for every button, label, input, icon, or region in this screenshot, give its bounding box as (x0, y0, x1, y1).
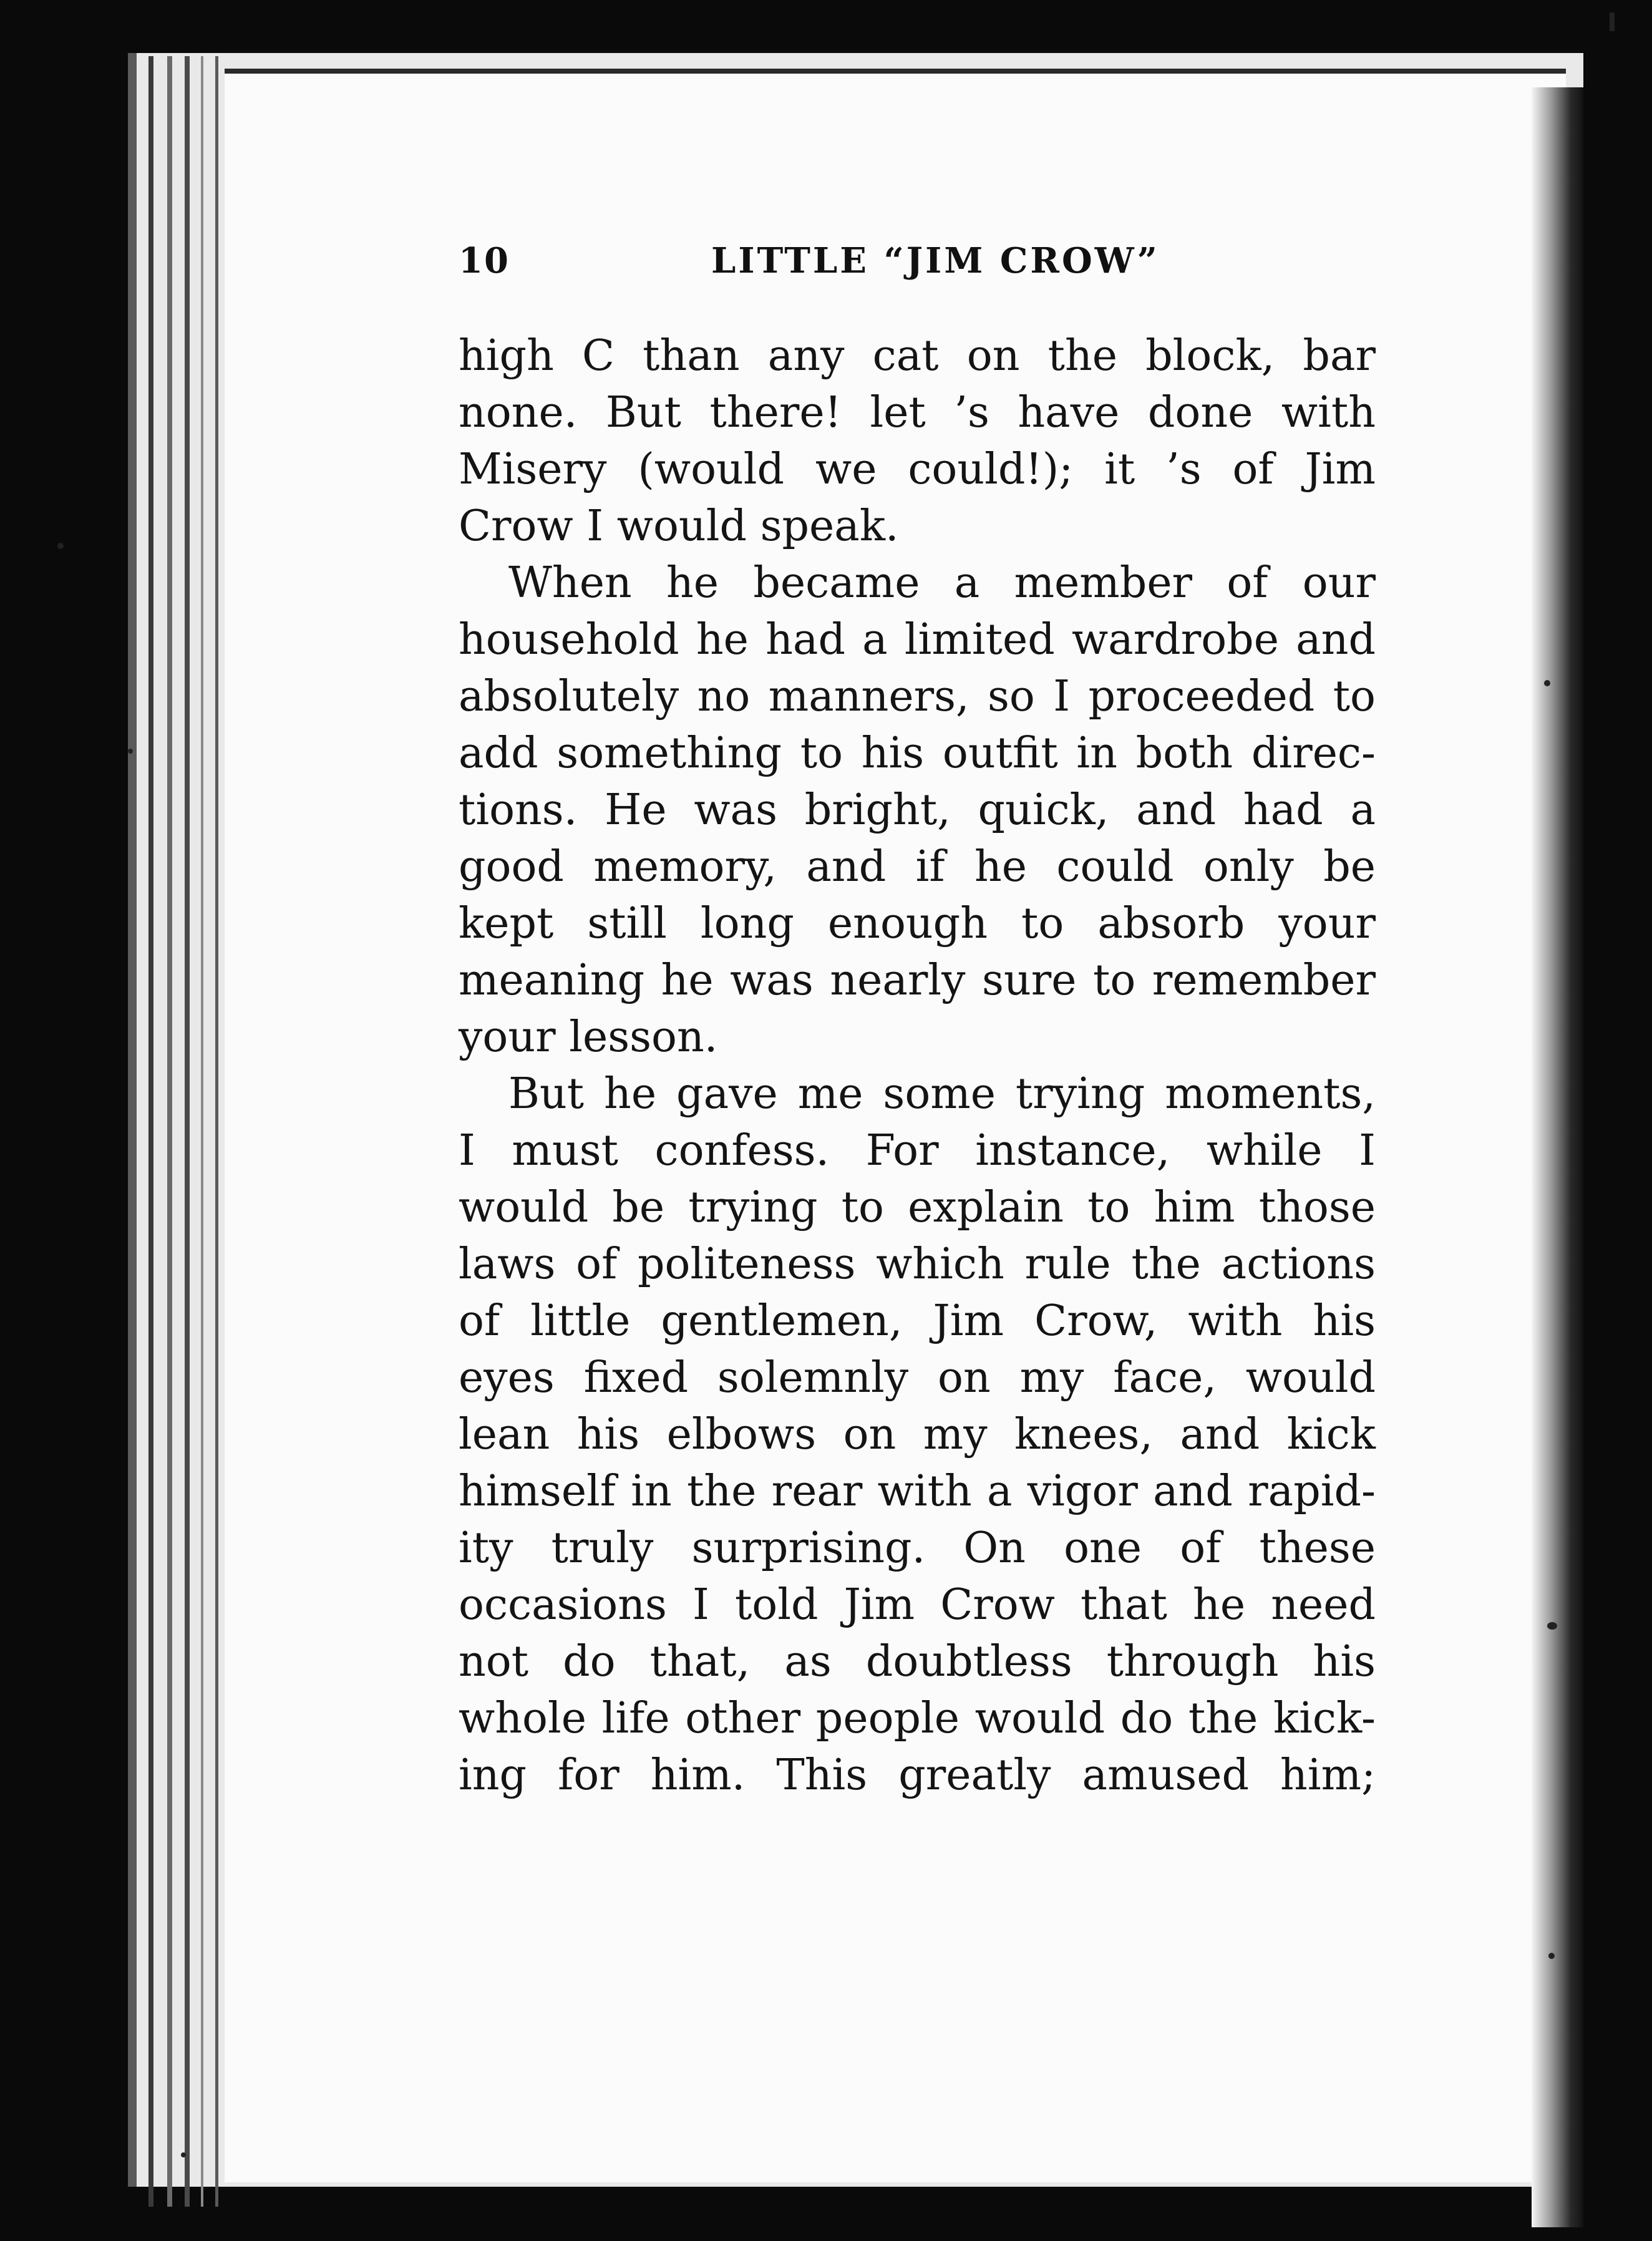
page-edge (215, 56, 218, 2207)
text-line: laws of politeness which rule the actions (459, 1240, 1376, 1289)
text-line: ing for him. This greatly amused him; (459, 1751, 1376, 1800)
text-line: lean his elbows on my knees, and kick (459, 1410, 1376, 1459)
text-line: himself in the rear with a vigor and rapid- (459, 1467, 1376, 1516)
page-edge (148, 56, 153, 2207)
binding-shadow (1532, 87, 1588, 2227)
page-header (459, 240, 1388, 284)
page-edge (185, 56, 190, 2207)
body-text (459, 328, 1376, 1804)
text-line: meaning he was nearly sure to remember (459, 956, 1376, 1005)
text-line: not do that, as doubtless through his (459, 1637, 1376, 1686)
text-line: eyes fixed solemnly on my face, would (459, 1353, 1376, 1402)
page-number: 10 (459, 240, 510, 281)
text-line: would be trying to explain to him those (459, 1183, 1376, 1232)
text-line: household he had a limited wardrobe and (459, 615, 1376, 664)
text-line: good memory, and if he could only be (459, 842, 1376, 892)
page-edge (167, 56, 172, 2207)
text-line: tions. He was bright, quick, and had a (459, 785, 1376, 835)
scan-background (1583, 0, 1652, 2241)
text-line: kept still long enough to absorb your (459, 899, 1376, 948)
running-title: LITTLE “JIM CROW” (711, 240, 1160, 281)
page-edge (201, 56, 203, 2207)
text-line: your lesson. (459, 1013, 718, 1062)
text-line: Crow I would speak. (459, 502, 899, 551)
text-line: absolutely no manners, so I proceeded to (459, 672, 1376, 721)
text-line: But he gave me some trying moments, (508, 1069, 1376, 1119)
text-line: ity truly surprising. On one of these (459, 1524, 1376, 1573)
text-line: of little gentlemen, Jim Crow, with his (459, 1296, 1376, 1346)
text-line: occasions I told Jim Crow that he need (459, 1580, 1376, 1630)
text-line: I must confess. For instance, while I (459, 1126, 1376, 1175)
text-line: When he became a member of our (508, 558, 1376, 608)
text-line: add something to his outfit in both direc- (459, 729, 1376, 778)
text-line: high C than any cat on the block, bar (459, 331, 1376, 381)
text-line: none. But there! let ’s have done with (459, 388, 1376, 437)
text-line: whole life other people would do the kick- (459, 1694, 1376, 1743)
text-line: Misery (would we could!); it ’s of Jim (459, 445, 1376, 494)
